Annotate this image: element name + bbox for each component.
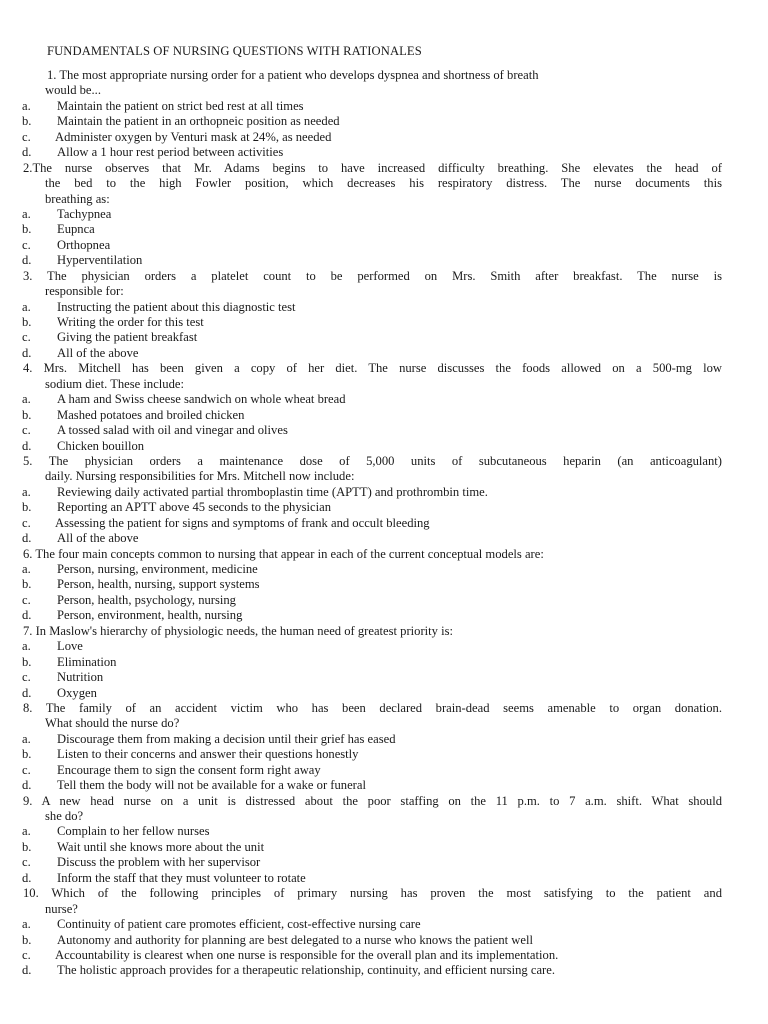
question-block: [0, 161, 768, 269]
option-text: Maintain the patient in an orthopneic position as needed: [57, 114, 340, 129]
document-title: FUNDAMENTALS OF NURSING QUESTIONS WITH RATIONALES: [47, 44, 422, 58]
answer-option: [0, 933, 768, 948]
answer-option: [0, 392, 768, 407]
option-letter: d.: [22, 963, 32, 978]
option-text: Orthopnea: [57, 237, 111, 252]
option-text: Oxygen: [57, 685, 97, 700]
option-text: Encourage them to sign the consent form right away: [57, 762, 321, 777]
option-text: Mashed potatoes and broiled chicken: [57, 407, 245, 422]
answer-option: [0, 423, 768, 438]
option-letter: c.: [22, 330, 31, 345]
option-text: Allow a 1 hour rest period between activities: [57, 145, 284, 160]
option-letter: a.: [22, 824, 31, 839]
answer-option: [0, 562, 768, 577]
answer-option: [0, 778, 768, 793]
option-text: All of the above: [57, 531, 139, 546]
question-text: 8. The family of an accident victim who has been declared brain-dead seems amenable to organ donation.: [23, 700, 722, 715]
option-letter: b.: [22, 747, 32, 762]
answer-option: [0, 639, 768, 654]
option-letter: a.: [22, 562, 31, 576]
option-text: Reporting an APTT above 45 seconds to the physician: [57, 500, 331, 515]
question-text: 7. In Maslow's hierarchy of physiologic needs, the human need of greatest priority is:: [23, 623, 454, 638]
answer-option: [0, 346, 768, 361]
question-block: [0, 269, 768, 362]
option-text: Reviewing daily activated partial thromboplastin time (APTT) and prothrombin time.: [57, 484, 488, 499]
answer-option: [0, 824, 768, 839]
option-letter: c.: [22, 947, 31, 962]
option-letter: a.: [22, 639, 31, 654]
question-text-continued: What should the nurse do?: [45, 716, 180, 731]
option-letter: b.: [22, 932, 32, 947]
answer-option: [0, 686, 768, 701]
question-block: [0, 794, 768, 887]
option-text: A tossed salad with oil and vinegar and olives: [57, 423, 288, 438]
answer-option: [0, 732, 768, 747]
question-text-continued: responsible for:: [45, 284, 124, 299]
answer-option: [0, 516, 768, 531]
option-text: Hyperventilation: [57, 253, 143, 268]
option-text: Maintain the patient on strict bed rest at all times: [57, 98, 304, 113]
option-letter: c.: [22, 592, 31, 607]
option-letter: b.: [22, 315, 32, 329]
answer-option: [0, 330, 768, 345]
question-block: [0, 701, 768, 794]
answer-option: [0, 207, 768, 222]
option-text: Instructing the patient about this diagnostic test: [57, 299, 296, 314]
option-letter: b.: [22, 577, 32, 592]
question-list: [0, 68, 768, 979]
option-text: Autonomy and authority for planning are best delegated to a nurse who knows the patient well: [57, 932, 533, 947]
question-block: [0, 547, 768, 624]
option-text: Person, health, nursing, support systems: [57, 577, 260, 592]
option-text: Assessing the patient for signs and symptoms of frank and occult bleeding: [55, 515, 430, 530]
answer-option: [0, 963, 768, 978]
answer-option: [0, 485, 768, 500]
question-block: [0, 624, 768, 701]
option-letter: a.: [22, 392, 31, 407]
answer-option: [0, 763, 768, 778]
option-letter: d.: [22, 778, 32, 793]
option-letter: d.: [22, 870, 32, 885]
option-letter: b.: [22, 654, 32, 669]
question-block: [0, 361, 768, 454]
option-letter: c.: [22, 237, 31, 252]
answer-option: [0, 222, 768, 237]
answer-option: [0, 855, 768, 870]
option-text: Continuity of patient care promotes efficient, cost-effective nursing care: [57, 917, 421, 932]
option-letter: a.: [22, 484, 31, 499]
option-text: Administer oxygen by Venturi mask at 24%, as needed: [55, 129, 332, 144]
answer-option: [0, 917, 768, 932]
answer-option: [0, 300, 768, 315]
answer-option: [0, 500, 768, 515]
option-text: Inform the staff that they must volunteer to rotate: [57, 870, 306, 885]
option-letter: a.: [22, 299, 31, 314]
option-letter: b.: [22, 839, 32, 854]
option-text: Accountability is clearest when one nurse is responsible for the overall plan and its implementation.: [55, 947, 559, 962]
option-text: Discuss the problem with her supervisor: [57, 855, 261, 870]
option-text: Discourage them from making a decision until their grief has eased: [57, 731, 396, 746]
answer-option: [0, 114, 768, 129]
question-text-continued: sodium diet. These include:: [45, 376, 184, 391]
option-text: All of the above: [57, 345, 139, 360]
answer-option: [0, 253, 768, 268]
option-letter: a.: [22, 917, 31, 932]
option-text: A ham and Swiss cheese sandwich on whole wheat bread: [57, 392, 346, 407]
question-block: [0, 454, 768, 547]
answer-option: [0, 840, 768, 855]
answer-option: [0, 747, 768, 762]
option-letter: d.: [22, 685, 32, 700]
option-letter: c.: [22, 515, 31, 530]
question-text: 6. The four main concepts common to nursing that appear in each of the current conceptual models are:: [23, 546, 544, 561]
option-text: Person, nursing, environment, medicine: [57, 562, 258, 576]
answer-option: [0, 531, 768, 546]
option-letter: b.: [22, 500, 32, 515]
option-letter: a.: [22, 98, 31, 113]
option-letter: b.: [22, 222, 32, 237]
question-text: 10. Which of the following principles of primary nursing has proven the most satisfying to the patient and: [23, 886, 722, 901]
option-text: Chicken bouillon: [57, 438, 145, 453]
option-text: Nutrition: [57, 670, 104, 685]
option-letter: b.: [22, 114, 32, 129]
option-text: The holistic approach provides for a therapeutic relationship, continuity, and efficient nursing care.: [57, 963, 555, 978]
option-letter: d.: [22, 145, 32, 160]
question-text: 2.The nurse observes that Mr. Adams begins to have increased difficulty breathing. She elevates the head of: [23, 160, 722, 175]
option-text: Writing the order for this test: [57, 315, 204, 329]
question-text: 9. A new head nurse on a unit is distressed about the poor staffing on the 11 p.m. to 7 a.m. shift. What should: [23, 793, 722, 808]
answer-option: [0, 655, 768, 670]
option-letter: c.: [22, 423, 31, 438]
option-text: Complain to her fellow nurses: [57, 824, 210, 839]
answer-option: [0, 593, 768, 608]
option-letter: d.: [22, 253, 32, 268]
question-block: [0, 68, 768, 161]
option-letter: b.: [22, 407, 32, 422]
option-letter: d.: [22, 608, 32, 623]
answer-option: [0, 408, 768, 423]
option-letter: c.: [22, 670, 31, 685]
answer-option: [0, 608, 768, 623]
option-letter: a.: [22, 731, 31, 746]
option-text: Person, health, psychology, nursing: [57, 592, 236, 607]
question-text: 1. The most appropriate nursing order for a patient who develops dyspnea and shortness of breath: [47, 68, 539, 82]
option-text: Elimination: [57, 654, 117, 669]
question-text-continued: breathing as:: [45, 191, 110, 206]
option-letter: d.: [22, 438, 32, 453]
answer-option: [0, 670, 768, 685]
question-block: [0, 886, 768, 979]
option-text: Person, environment, health, nursing: [57, 608, 243, 623]
option-text: Tell them the body will not be available for a wake or funeral: [57, 778, 366, 793]
question-text: 4. Mrs. Mitchell has been given a copy of her diet. The nurse discusses the foods allowed on a 500-mg low: [23, 361, 722, 376]
option-text: Love: [57, 639, 83, 654]
option-letter: c.: [22, 855, 31, 870]
option-letter: c.: [22, 762, 31, 777]
question-text: 3. The physician orders a platelet count to be performed on Mrs. Smith after breakfast. The nurse is: [23, 268, 722, 283]
question-text-continued: she do?: [45, 809, 84, 823]
answer-option: [0, 948, 768, 963]
answer-option: [0, 238, 768, 253]
question-text-continued: the bed to the high Fowler position, which decreases his respiratory distress. The nurse documents this: [45, 176, 722, 191]
option-text: Eupnca: [57, 222, 95, 237]
answer-option: [0, 871, 768, 886]
question-text: 5. The physician orders a maintenance dose of 5,000 units of subcutaneous heparin (an anticoagulant): [23, 453, 722, 468]
option-letter: c.: [22, 129, 31, 144]
answer-option: [0, 439, 768, 454]
answer-option: [0, 130, 768, 145]
option-text: Wait until she knows more about the unit: [57, 839, 265, 854]
option-letter: a.: [22, 206, 31, 221]
option-letter: d.: [22, 531, 32, 546]
option-letter: d.: [22, 345, 32, 360]
answer-option: [0, 145, 768, 160]
option-text: Listen to their concerns and answer their questions honestly: [57, 747, 359, 762]
answer-option: [0, 577, 768, 592]
option-text: Tachypnea: [57, 206, 112, 221]
answer-option: [0, 315, 768, 330]
answer-option: [0, 99, 768, 114]
question-text-continued: daily. Nursing responsibilities for Mrs. Mitchell now include:: [45, 469, 355, 484]
question-text-continued: nurse?: [45, 901, 78, 916]
question-text-continued: would be...: [45, 83, 101, 98]
option-text: Giving the patient breakfast: [57, 330, 198, 345]
